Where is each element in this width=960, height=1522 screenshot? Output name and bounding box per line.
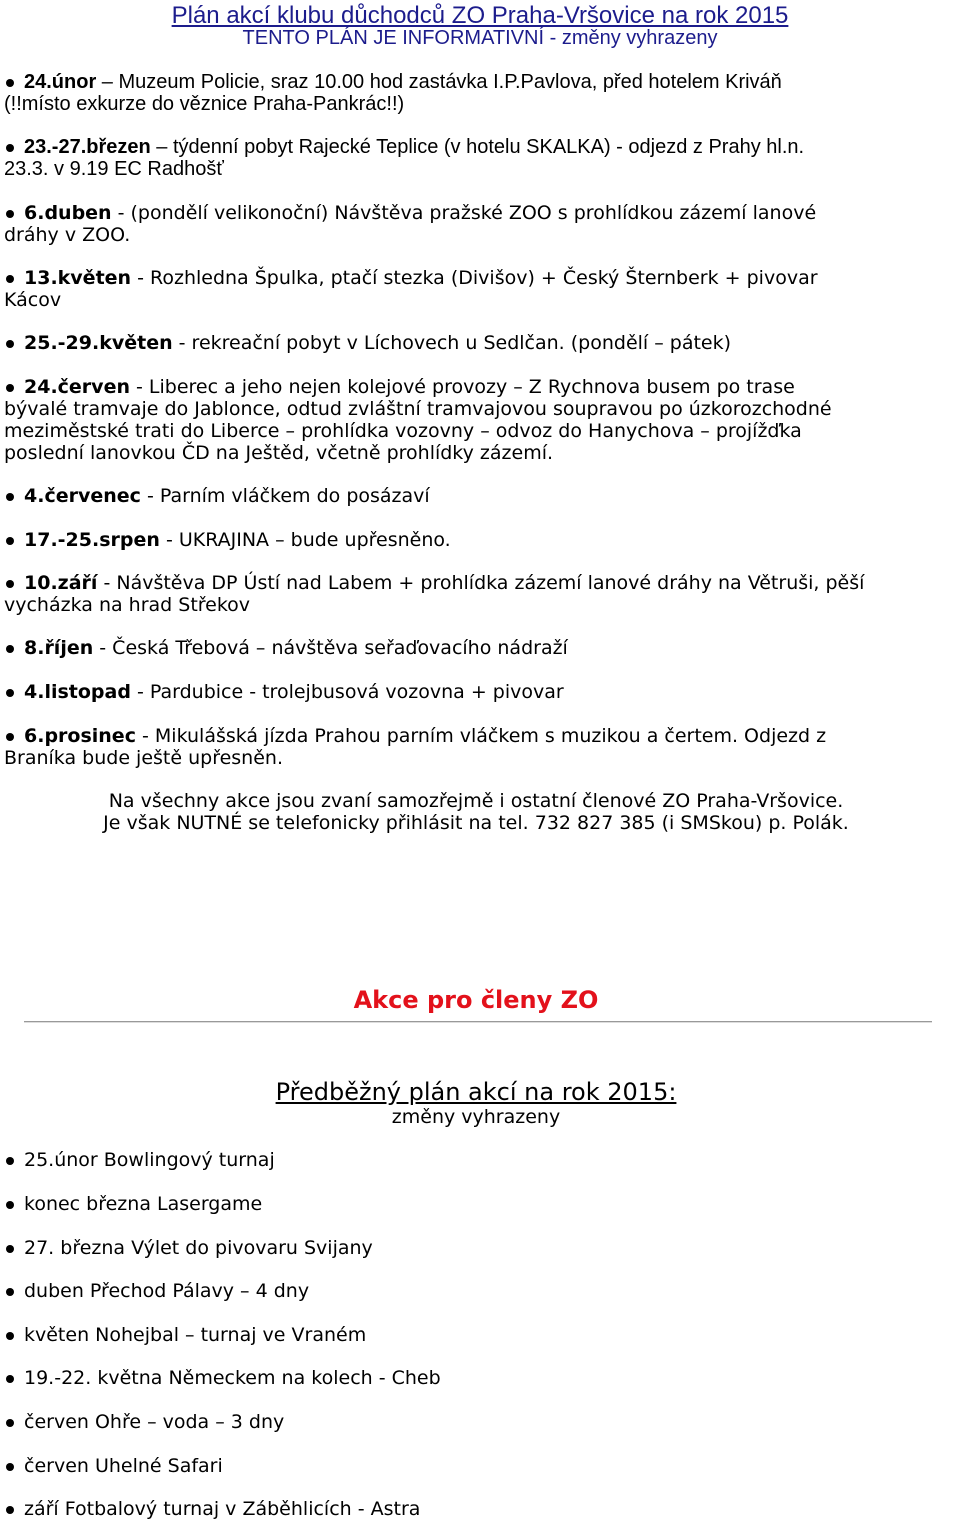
event-item (4, 202, 956, 246)
event-item (4, 71, 956, 115)
bullet-icon (6, 1506, 14, 1514)
event-date: 6.prosinec (24, 725, 136, 747)
members-heading: Akce pro členy ZO (353, 986, 599, 1014)
event-text-cont: (!!místo exkurze do věznice Praha-Pankrác!!) (4, 93, 405, 115)
note-line: Na všechny akce jsou zvaní samozřejmě i ostatní členové ZO Praha-Vršovice. (108, 790, 844, 812)
bullet-icon (6, 537, 14, 545)
bullet-icon (6, 1375, 14, 1383)
bullet-icon (6, 79, 14, 87)
event-text: - Parním vláčkem do posázaví (140, 485, 430, 507)
event-text: - Liberec a jeho nejen kolejové provozy – Z Rychnova busem po trase (129, 376, 795, 398)
event-text-cont: 23.3. v 9.19 EC Radhošť (4, 158, 224, 180)
event-date: 4.červenec (24, 485, 141, 507)
note-line: Je však NUTNÉ se telefonicky přihlásit na tel. 732 827 385 (i SMSkou) p. Polák. (103, 812, 849, 834)
bullet-icon (6, 1201, 14, 1209)
event-date: 10.září (24, 572, 98, 594)
event-date: 17.-25.srpen (24, 529, 160, 551)
bullet-icon (6, 645, 14, 653)
plan-item: červen Uhelné Safari (4, 1455, 223, 1477)
event-item (4, 529, 956, 551)
event-text: – Muzeum Policie, sraz 10.00 hod zastávka I.P.Pavlova, před hotelem Kriváň (96, 71, 782, 93)
event-text: - rekreační pobyt v Líchovech u Sedlčan. (pondělí – pátek) (172, 332, 732, 354)
event-item (4, 376, 956, 464)
event-text-cont: dráhy v ZOO. (4, 224, 131, 246)
event-item (4, 136, 956, 180)
bullet-icon (6, 1288, 14, 1296)
event-text-cont: bývalé tramvaje do Jablonce, odtud zvláštní tramvajovou soupravou po úzkorozchodné (4, 398, 832, 420)
bullet-icon (6, 384, 14, 392)
event-text: – týdenní pobyt Rajecké Teplice (v hotelu SKALKA) - odjezd z Prahy hl.n. (150, 136, 805, 158)
event-item (4, 725, 956, 769)
bullet-icon (6, 1245, 14, 1253)
page-subtitle: TENTO PLÁN JE INFORMATIVNÍ - změny vyhrazeny (242, 27, 718, 49)
event-text: - (pondělí velikonoční) Návštěva pražské ZOO s prohlídkou zázemí lanové (111, 202, 817, 224)
bullet-icon (6, 1332, 14, 1340)
event-text: - Pardubice - trolejbusová vozovna + pivovar (130, 681, 564, 703)
plan-item: červen Ohře – voda – 3 dny (4, 1411, 284, 1433)
event-text: - Rozhledna Špulka, ptačí stezka (Divišov) + Český Šternberk + pivovar (131, 267, 818, 289)
plan-item: září Fotbalový turnaj v Záběhlicích - Astra (4, 1498, 420, 1520)
plan-item: květen Nohejbal – turnaj ve Vraném (4, 1324, 366, 1346)
plan-subtitle: změny vyhrazeny (391, 1106, 561, 1128)
event-text: - Mikulášská jízda Prahou parním vláčkem s muzikou a čertem. Odjezd z (135, 725, 827, 747)
event-text: - Česká Třebová – návštěva seřaďovacího nádraží (93, 637, 568, 659)
plan-title: Předběžný plán akcí na rok 2015: (275, 1078, 677, 1106)
event-text-cont: poslední lanovkou ČD na Ještěd, včetně prohlídky zázemí. (4, 442, 554, 464)
page-title: Plán akcí klubu důchodců ZO Praha-Vršovice na rok 2015 (171, 2, 789, 29)
event-date: 23.-27.březen (24, 136, 151, 158)
event-text-cont: Braníka bude ještě upřesněn. (4, 747, 283, 769)
bullet-icon (6, 580, 14, 588)
bullet-icon (6, 275, 14, 283)
event-date: 13.květen (24, 267, 132, 289)
event-date: 24.únor (24, 71, 97, 93)
event-date: 25.-29.květen (24, 332, 173, 354)
event-text: - UKRAJINA – bude upřesněno. (159, 529, 451, 551)
event-item (4, 267, 956, 311)
event-text-cont: meziměstské trati do Liberce – prohlídka vozovny – odvoz do Hanychova – projížďka (4, 420, 802, 442)
event-item (4, 485, 956, 507)
divider (24, 1021, 932, 1023)
event-item (4, 637, 956, 659)
event-text: - Návštěva DP Ústí nad Labem + prohlídka zázemí lanové dráhy na Větruši, pěší (97, 572, 865, 594)
event-date: 8.říjen (24, 637, 94, 659)
plan-item: konec března Lasergame (4, 1193, 262, 1215)
plan-item: 25.únor Bowlingový turnaj (4, 1149, 275, 1171)
event-text-cont: Kácov (4, 289, 62, 311)
event-text-cont: vycházka na hrad Střekov (4, 594, 251, 616)
bullet-icon (6, 1157, 14, 1165)
bullet-icon (6, 144, 14, 152)
bullet-icon (6, 340, 14, 348)
event-date: 4.listopad (24, 681, 131, 703)
bullet-icon (6, 1463, 14, 1471)
event-item (4, 572, 956, 616)
bullet-icon (6, 733, 14, 741)
bullet-icon (6, 689, 14, 697)
event-date: 6.duben (24, 202, 112, 224)
event-date: 24.červen (24, 376, 130, 398)
plan-item: 19.-22. května Německem na kolech - Cheb (4, 1367, 441, 1389)
plan-item: 27. března Výlet do pivovaru Svijany (4, 1237, 373, 1259)
bullet-icon (6, 1419, 14, 1427)
event-item (4, 681, 956, 703)
bullet-icon (6, 210, 14, 218)
bullet-icon (6, 493, 14, 501)
plan-item: duben Přechod Pálavy – 4 dny (4, 1280, 309, 1302)
event-item (4, 332, 956, 354)
